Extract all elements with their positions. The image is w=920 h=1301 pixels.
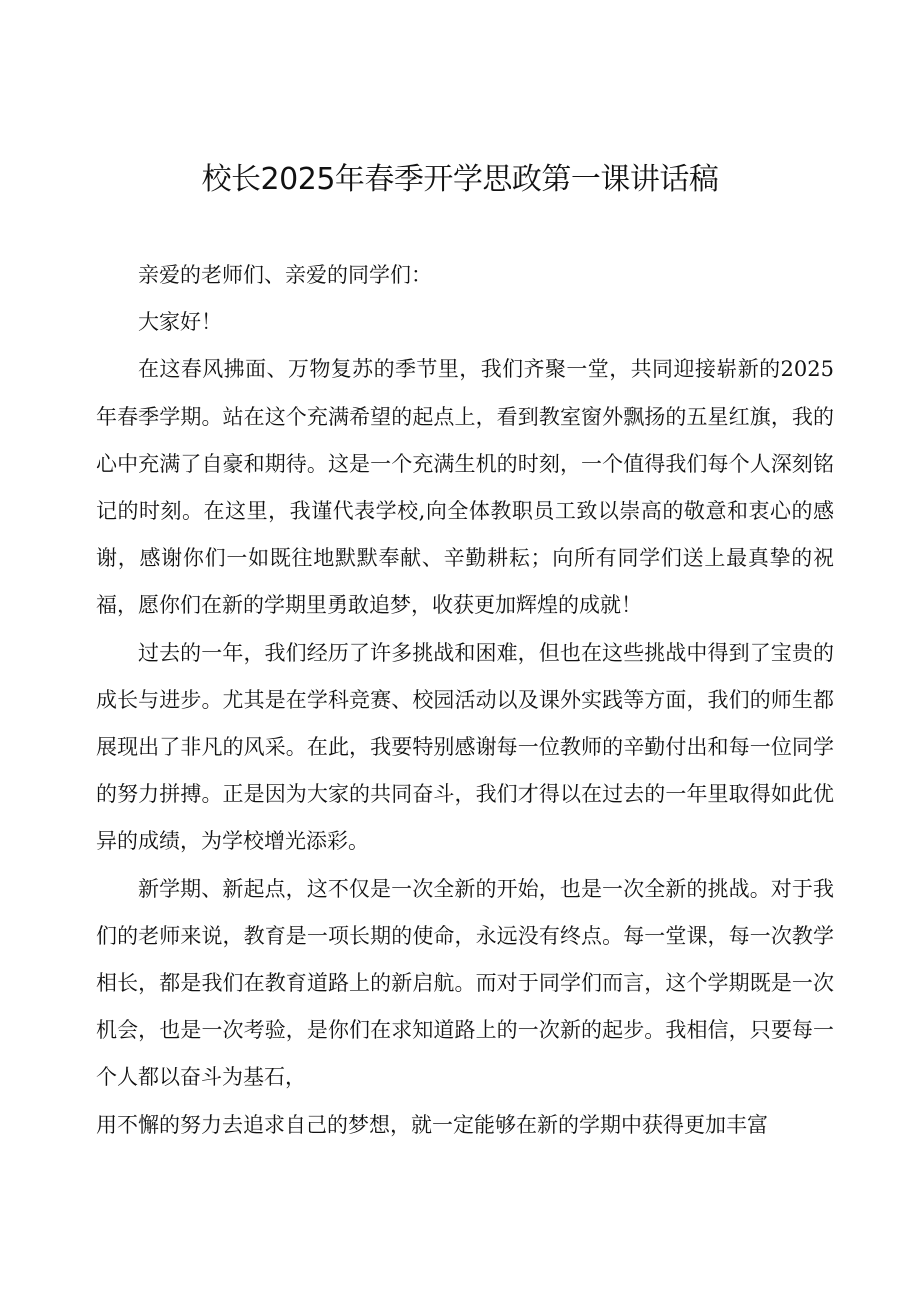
paragraph-1: 在这春风拂面、万物复苏的季节里，我们齐聚一堂，共同迎接崭新的2025年春季学期。站在这个充满希望的起点上，看到教室窗外飘扬的五星红旗，我的心中充满了自豪和期待。这是一个充满生机的时刻，一个值得我们每个人深刻铭记的时刻。在这里，我谨代表学校,向全体教职员工致以崇高的敬意和衷心的感谢，感谢你们一如既往地默默奉献、辛勤耕耘；向所有同学们送上最真挚的祝福，愿你们在新的学期里勇敢追梦，收获更加辉煌的成就！ <box>96 357 834 618</box>
document-body <box>96 252 834 1149</box>
paragraph-continuation: 用不懈的努力去追求自己的梦想，就一定能够在新的学期中获得更加丰富 <box>96 1112 768 1137</box>
paragraph-2: 过去的一年，我们经历了许多挑战和困难，但也在这些挑战中得到了宝贵的成长与进步。尤其是在学科竞赛、校园活动以及课外实践等方面，我们的师生都展现出了非凡的风采。在此，我要特别感谢每一位教师的辛勤付出和每一位同学的努力拼搏。正是因为大家的共同奋斗，我们才得以在过去的一年里取得如此优异的成绩，为学校增光添彩。 <box>96 640 834 854</box>
paragraph-3: 新学期、新起点，这不仅是一次全新的开始，也是一次全新的挑战。对于我们的老师来说，教育是一项长期的使命，永远没有终点。每一堂课，每一次教学相长，都是我们在教育道路上的新启航。而对于同学们而言，这个学期既是一次机会，也是一次考验，是你们在求知道路上的一次新的起步。我相信，只要每一个人都以奋斗为基石， <box>96 876 834 1090</box>
greeting: 大家好！ <box>138 310 222 335</box>
document-title: 校长2025年春季开学思政第一课讲话稿 <box>201 162 719 197</box>
salutation: 亲爱的老师们、亲爱的同学们： <box>138 263 432 287</box>
